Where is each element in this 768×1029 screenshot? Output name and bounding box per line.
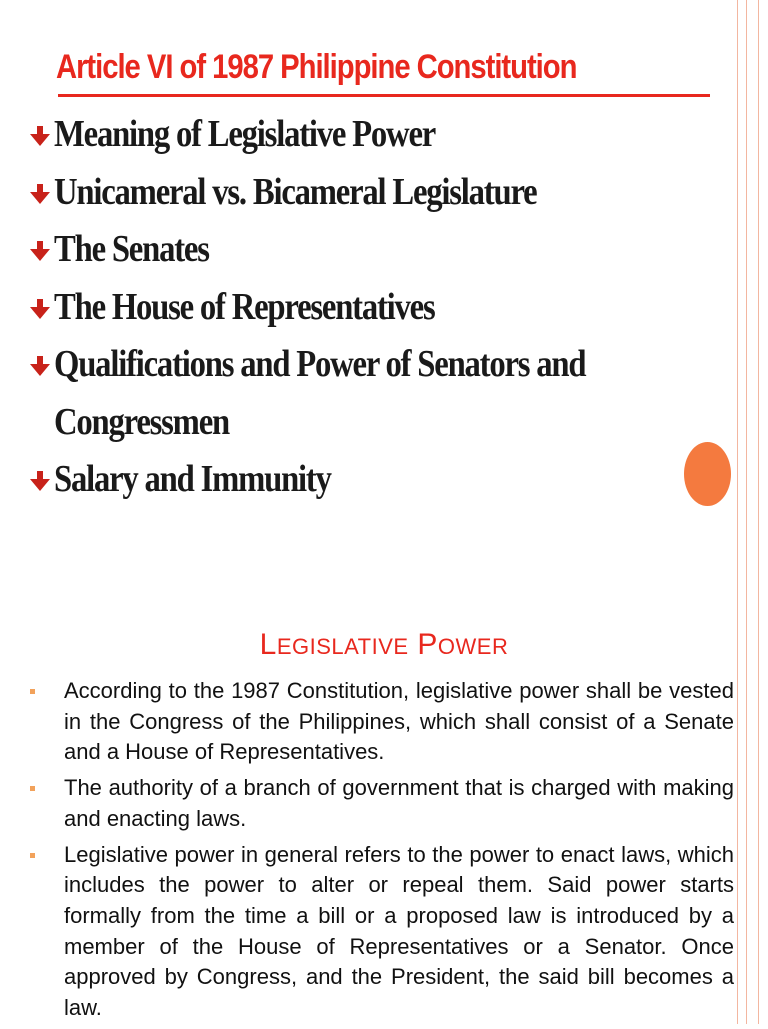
title-underline bbox=[58, 94, 710, 97]
topic-item: The House of Representatives bbox=[28, 279, 728, 337]
square-bullet-icon bbox=[30, 786, 35, 791]
topic-item: The Senates bbox=[28, 221, 728, 279]
orange-circle-decoration bbox=[684, 442, 731, 506]
topic-item: Salary and Immunity bbox=[28, 451, 728, 509]
red-arrow-down-icon bbox=[28, 470, 52, 492]
slide-title: Article VI of 1987 Philippine Constitution bbox=[56, 48, 577, 86]
square-bullet-icon bbox=[30, 689, 35, 694]
red-arrow-down-icon bbox=[28, 298, 52, 320]
bullet-item: According to the 1987 Constitution, legislative power shall be vested in the Congress of the Philippines, which shall consist of a Senate and a House of Representatives. bbox=[64, 676, 734, 768]
bullet-item: Legislative power in general refers to the power to enact laws, which includes the power to alter or repeal them. Said power starts formally from the time a bill or a proposed law is introduced by a member of the House of Representatives or a Senator. Once approved by Congress, and the President, the said bill becomes a law. bbox=[64, 840, 734, 1024]
bullet-list bbox=[64, 676, 734, 1029]
square-bullet-icon bbox=[30, 853, 35, 858]
topic-item: Unicameral vs. Bicameral Legislature bbox=[28, 164, 728, 222]
bullet-item: The authority of a branch of government that is charged with making and enacting laws. bbox=[64, 773, 734, 834]
red-arrow-down-icon bbox=[28, 125, 52, 147]
red-arrow-down-icon bbox=[28, 183, 52, 205]
section-title-legislative-power: LEGISLATIVE POWER bbox=[259, 628, 509, 661]
topic-item: Qualifications and Power of Senators and Congressmen bbox=[28, 336, 728, 451]
red-arrow-down-icon bbox=[28, 240, 52, 262]
topic-item: Meaning of Legislative Power bbox=[28, 106, 728, 164]
slide-border-decoration bbox=[737, 0, 768, 1024]
topic-list bbox=[28, 106, 728, 509]
red-arrow-down-icon bbox=[28, 355, 52, 377]
